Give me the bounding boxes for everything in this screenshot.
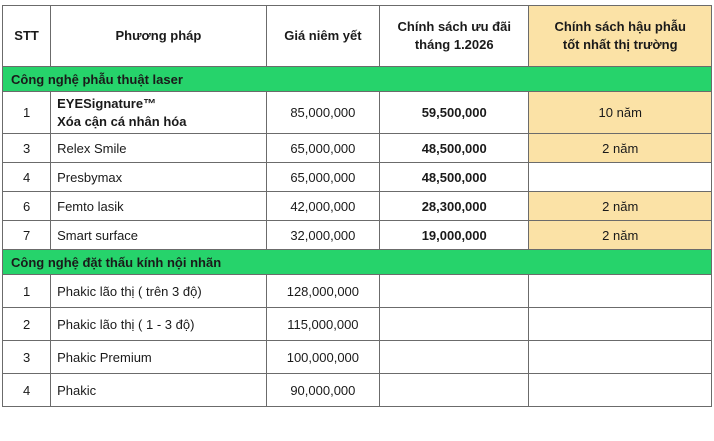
cell-price: 128,000,000 [266, 275, 379, 308]
cell-method [51, 92, 267, 134]
cell-price: 90,000,000 [266, 374, 379, 407]
table-row [3, 92, 712, 134]
cell-method: Femto lasik [51, 192, 267, 221]
cell-method: Relex Smile [51, 134, 267, 163]
cell-method: Phakic Premium [51, 341, 267, 374]
cell-warranty: 2 năm [529, 192, 712, 221]
cell-warranty [529, 374, 712, 407]
cell-stt: 3 [3, 341, 51, 374]
table-row [3, 341, 712, 374]
section-lens [3, 250, 712, 275]
cell-stt: 1 [3, 275, 51, 308]
price-table [2, 5, 712, 407]
cell-warranty: 2 năm [529, 134, 712, 163]
cell-price: 85,000,000 [266, 92, 379, 134]
header-price: Giá niêm yết [266, 6, 379, 67]
cell-price: 32,000,000 [266, 221, 379, 250]
cell-promo: 28,300,000 [380, 192, 529, 221]
section-title: Công nghệ đặt thấu kính nội nhãn [3, 250, 712, 275]
cell-promo [380, 275, 529, 308]
cell-promo: 59,500,000 [380, 92, 529, 134]
method-name: EYESignature™ [57, 95, 157, 111]
header-row [3, 6, 712, 67]
cell-warranty: 2 năm [529, 221, 712, 250]
cell-warranty: 10 năm [529, 92, 712, 134]
header-promo-line1: Chính sách ưu đãi [397, 19, 511, 34]
cell-warranty [529, 275, 712, 308]
cell-warranty [529, 308, 712, 341]
cell-price: 100,000,000 [266, 341, 379, 374]
table-row [3, 308, 712, 341]
table-row [3, 163, 712, 192]
header-stt: STT [3, 6, 51, 67]
cell-stt: 2 [3, 308, 51, 341]
cell-stt: 3 [3, 134, 51, 163]
cell-method: Phakic [51, 374, 267, 407]
cell-stt: 4 [3, 374, 51, 407]
cell-price: 115,000,000 [266, 308, 379, 341]
header-warranty [529, 6, 712, 67]
cell-warranty [529, 341, 712, 374]
table-row [3, 192, 712, 221]
cell-promo [380, 341, 529, 374]
header-warranty-line2: tốt nhất thị trường [562, 37, 678, 52]
table-row [3, 221, 712, 250]
table-row [3, 275, 712, 308]
cell-price: 65,000,000 [266, 163, 379, 192]
cell-method: Phakic lão thị ( trên 3 độ) [51, 275, 267, 308]
cell-stt: 1 [3, 92, 51, 134]
cell-price: 42,000,000 [266, 192, 379, 221]
section-laser [3, 67, 712, 92]
cell-price: 65,000,000 [266, 134, 379, 163]
header-promo [380, 6, 529, 67]
cell-method: Smart surface [51, 221, 267, 250]
cell-promo: 48,500,000 [380, 134, 529, 163]
header-method: Phương pháp [51, 6, 267, 67]
cell-promo [380, 374, 529, 407]
method-subtitle: Xóa cận cá nhân hóa [57, 113, 187, 129]
cell-method: Presbymax [51, 163, 267, 192]
cell-promo: 19,000,000 [380, 221, 529, 250]
header-warranty-line1: Chính sách hậu phẫu [554, 19, 686, 34]
cell-stt: 6 [3, 192, 51, 221]
cell-promo: 48,500,000 [380, 163, 529, 192]
section-title: Công nghệ phẫu thuật laser [3, 67, 712, 92]
table-row [3, 134, 712, 163]
header-promo-line2: tháng 1.2026 [414, 37, 494, 52]
cell-warranty [529, 163, 712, 192]
cell-stt: 4 [3, 163, 51, 192]
table-row [3, 374, 712, 407]
cell-promo [380, 308, 529, 341]
cell-stt: 7 [3, 221, 51, 250]
cell-method: Phakic lão thị ( 1 - 3 độ) [51, 308, 267, 341]
